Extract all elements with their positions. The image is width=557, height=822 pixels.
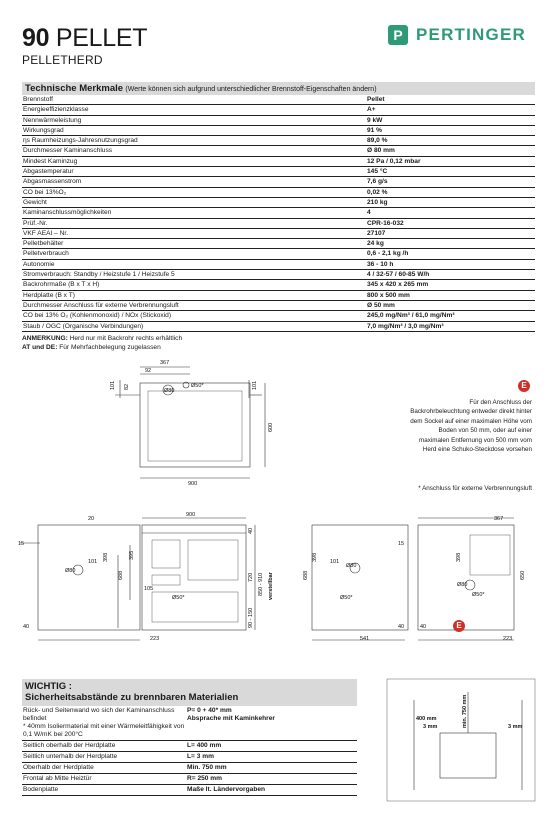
spec-value: 0,02 % — [367, 188, 388, 196]
right-side-drawing — [303, 525, 408, 642]
back-label-367: 367 — [494, 516, 504, 522]
clearance-label-750: min. 750 mm — [462, 694, 468, 728]
spec-label: Abgastemperatur — [23, 168, 74, 176]
left-label-20: 20 — [88, 516, 95, 522]
spec-value: 145 °C — [367, 168, 388, 176]
back-vent-grille — [470, 535, 510, 575]
safety-row — [22, 752, 357, 763]
top-label-101b: 101 — [252, 380, 258, 390]
front-ash-door — [152, 575, 180, 585]
back-label-phi50: Ø50* — [472, 592, 485, 598]
spec-label: Kaminanschlussmöglichkeiten — [23, 209, 112, 217]
safety-label: Oberhalb der Herdplatte — [23, 764, 94, 771]
back-view-drawing — [418, 516, 526, 642]
left-label-398: 398 — [103, 552, 109, 562]
right-label-398: 398 — [312, 552, 318, 562]
top-label-phi80: Ø80 — [164, 388, 175, 394]
spec-label: Backrohrmaße (B x T x H) — [23, 281, 100, 289]
right-label-phi50: Ø50* — [340, 595, 353, 601]
note-at-de-label: AT und DE: — [22, 343, 58, 351]
spec-label: Brennstoff — [23, 96, 53, 103]
spec-value: 4 — [367, 209, 371, 217]
spec-label: Staub / OGC (Organische Verbindungen) — [23, 322, 144, 330]
top-label-phi50: Ø50* — [191, 383, 204, 389]
left-label-phi80: Ø80 — [65, 568, 76, 574]
back-label-398: 398 — [456, 552, 462, 562]
spec-label: Herdplatte (B x T) — [23, 291, 75, 299]
spec-label: CO bei 13%O₂ — [23, 188, 67, 196]
clearance-diagram — [387, 679, 535, 801]
spec-label: Nennwärmeleistung — [23, 116, 82, 124]
spec-value: 7,0 mg/Nm³ / 3,0 mg/Nm³ — [367, 322, 444, 330]
left-label-40: 40 — [23, 624, 30, 630]
safety-label: Rück- und Seitenwand wo sich der Kaminanschluss befindet * 40mm Isoliermaterial mit einer Wärmeleitfähigkeit von 0,1 W/mK bei 200°C — [23, 707, 185, 738]
spec-label: Wirkungsgrad — [23, 126, 64, 134]
front-label-40: 40 — [248, 527, 254, 534]
safety-heading-2: Sicherheitsabstände zu brennbaren Materialien — [25, 691, 239, 703]
safety-value: Maße lt. Ländervorgaben — [187, 786, 266, 793]
spec-label: Mindest Kaminzug — [23, 157, 78, 165]
safety-value: R= 250 mm — [187, 775, 223, 782]
spec-value: 800 x 500 mm — [367, 291, 410, 299]
left-side-outline — [38, 525, 140, 630]
safety-heading-1: WICHTIG : — [25, 681, 72, 692]
e-note: Für den Anschluss der Backrohrbeleuchtung entweder direkt hinter dem Sockel auf einer maximalen Höhe vom Boden von 50 mm, oder auf einer maximalen Entfernung von 500 mm vom Herd eine Schuko-Steckdose vorsehen — [410, 399, 532, 454]
front-label-900: 900 — [186, 512, 196, 518]
back-label-223: 223 — [503, 636, 513, 642]
spec-value: 0,6 - 2,1 kg /h — [367, 250, 409, 258]
spec-value: Ø 50 mm — [367, 301, 395, 309]
back-label-650: 650 — [520, 570, 526, 580]
e-marker-back: E — [453, 620, 465, 632]
left-label-105: 105 — [144, 586, 154, 592]
note-anmerkung-label: ANMERKUNG: — [22, 334, 68, 342]
safety-value: L= 400 mm — [187, 742, 222, 749]
specs-heading-note: (Werte können sich aufgrund unterschiedlicher Brennstoff-Eigenschaften ändern) — [125, 86, 377, 93]
safety-row — [22, 741, 357, 752]
clearance-frame — [387, 679, 535, 801]
spec-value: Pellet — [367, 96, 385, 103]
spec-label: Pelletverbrauch — [23, 250, 69, 258]
spec-label: Durchmesser Anschluss für externe Verbrennungsluft — [23, 301, 179, 309]
front-base — [152, 592, 238, 622]
product-number: 90 — [22, 24, 50, 52]
spec-value: 345 x 420 x 265 mm — [367, 281, 429, 289]
left-side-drawing — [18, 516, 159, 642]
right-label-40: 40 — [398, 624, 405, 630]
spec-value: 4 / 32-57 / 60-85 W/h — [367, 271, 430, 279]
safety-label: Seitlich oberhalb der Herdplatte — [23, 742, 116, 749]
top-label-900: 900 — [188, 481, 198, 487]
air-note: * Anschluss für externe Verbrennungsluft — [418, 485, 532, 492]
right-label-688: 688 — [303, 570, 309, 580]
product-subtitle: PELLETHERD — [22, 53, 103, 67]
front-label-720: 720 — [248, 572, 254, 582]
top-label-367: 367 — [160, 360, 170, 366]
spec-label: Autonomie — [23, 260, 55, 268]
right-side-outline — [312, 525, 408, 630]
safety-heading — [22, 679, 357, 706]
spec-label: Stromverbrauch: Standby / Heizstufe 1 / Heizstufe 5 — [23, 271, 175, 279]
right-label-101: 101 — [330, 559, 340, 565]
left-label-688: 688 — [118, 570, 124, 580]
spec-value: 245,0 mg/Nm³ / 61,0 mg/Nm³ — [367, 312, 455, 320]
top-label-82: 82 — [124, 383, 130, 390]
safety-row — [22, 785, 357, 796]
top-view-drawing — [110, 360, 274, 487]
front-outline — [142, 525, 246, 630]
back-label-phi80: Ø80 — [457, 582, 468, 588]
spec-label: Pelletbehälter — [23, 240, 64, 248]
safety-table — [22, 679, 357, 796]
spec-value: Ø 80 mm — [367, 147, 395, 155]
top-view-inner — [148, 391, 242, 461]
spec-value: 27107 — [367, 229, 386, 237]
brand-name: PERTINGER — [416, 25, 526, 44]
spec-label: Abgasmassenstrom — [23, 178, 82, 186]
top-view-outline — [140, 383, 250, 467]
front-label-850: 850 - 910 — [258, 572, 264, 596]
back-label-40: 40 — [420, 624, 427, 630]
spec-label: CO bei 13% O₂ (Kohlenmonoxid) / NOx (Stickoxid) — [23, 312, 172, 320]
left-label-223: 223 — [150, 636, 160, 642]
front-label-phi50: Ø50* — [172, 595, 185, 601]
spec-value: 7,6 g/s — [367, 178, 388, 186]
spec-label: Durchmesser Kaminanschluss — [23, 147, 113, 155]
spec-value: 36 - 10 h — [367, 260, 394, 268]
right-label-phi80: Ø80 — [346, 563, 357, 569]
safety-row — [22, 774, 357, 785]
clearance-stove — [440, 733, 496, 778]
top-label-600: 600 — [268, 422, 274, 432]
clearance-label-3b: 3 mm — [508, 724, 523, 730]
spec-value: A+ — [367, 106, 376, 114]
front-label-90: 90 - 150 — [248, 607, 254, 628]
safety-value: P= 0 + 40* mm Absprache mit Kaminkehrer — [187, 707, 275, 722]
back-outline — [418, 525, 514, 630]
front-fire-door — [152, 540, 180, 568]
spec-label: Prüf.-Nr. — [23, 219, 48, 227]
safety-row — [22, 706, 357, 741]
top-label-101a: 101 — [110, 380, 116, 390]
safety-label: Bodenplatte — [23, 786, 59, 793]
right-label-15: 15 — [398, 541, 405, 547]
specs-title: Technische Merkmale — [25, 83, 124, 94]
spec-value: CPR-16-032 — [367, 219, 404, 227]
safety-label: Seitlich unterhalb der Herdplatte — [23, 753, 118, 760]
note-anmerkung-text: Herd nur mit Backrohr rechts erhältlich — [67, 334, 183, 342]
clearance-label-3a: 3 mm — [423, 724, 438, 730]
left-label-15: 15 — [18, 541, 25, 547]
clearance-label-400: 400 mm — [416, 716, 437, 722]
safety-rows — [22, 706, 357, 796]
front-label-verstellbar: verstellbar — [268, 572, 274, 600]
spec-value: 24 kg — [367, 240, 384, 248]
safety-value: L= 3 mm — [187, 753, 214, 760]
spec-value: 89,0 % — [367, 137, 388, 145]
spec-value: 12 Pa / 0,12 mbar — [367, 157, 421, 165]
product-name: PELLET — [55, 24, 148, 52]
safety-value: Min. 750 mm — [187, 764, 227, 771]
left-label-101: 101 — [88, 559, 98, 565]
spec-label: Energieeffizienzklasse — [23, 106, 89, 114]
front-view-drawing — [142, 512, 274, 630]
note-at-de-text: Für Mehrfachbelegung zugelassen — [57, 343, 161, 351]
front-oven-door — [188, 540, 238, 580]
left-label-395: 395 — [129, 550, 135, 560]
safety-label: Frontal ab Mitte Heiztür — [23, 775, 92, 782]
spec-value: 9 kW — [367, 116, 383, 124]
safety-row — [22, 763, 357, 774]
spec-label: Gewicht — [23, 198, 47, 206]
spec-value: 210 kg — [367, 198, 388, 206]
spec-label: VKF AEAI – Nr. — [23, 229, 69, 237]
e-marker-top: E — [518, 380, 530, 392]
top-label-92: 92 — [145, 368, 152, 374]
brand-mark-icon: P — [388, 25, 408, 45]
spec-value: 91 % — [367, 126, 383, 134]
spec-label: ηs Raumheizungs-Jahresnutzungsgrad — [23, 137, 138, 145]
right-label-541: 541 — [360, 636, 370, 642]
